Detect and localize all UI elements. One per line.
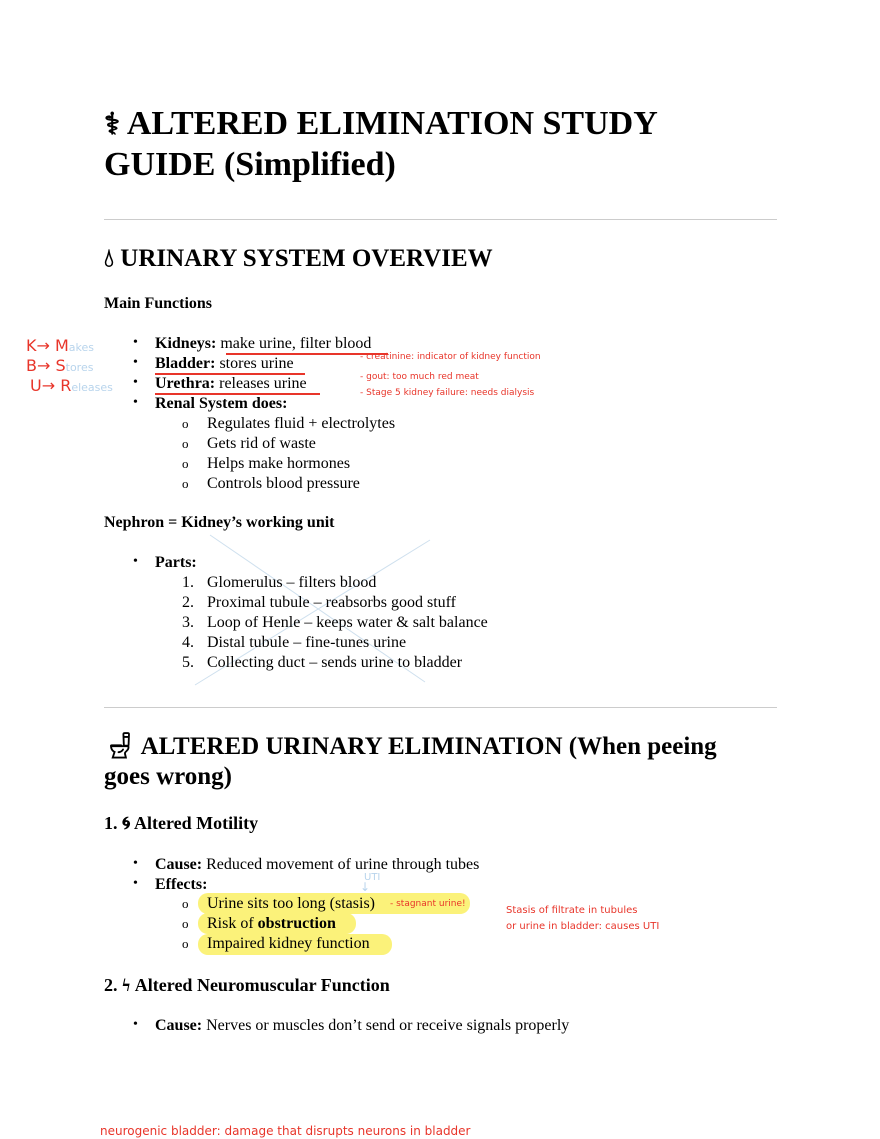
list-item bbox=[207, 894, 375, 914]
handwritten-note: or urine in bladder: causes UTI bbox=[506, 921, 660, 932]
arrow-down-icon: ↓ bbox=[360, 880, 371, 894]
list-item bbox=[207, 914, 336, 934]
bullet: • bbox=[133, 375, 138, 390]
list-item: Helps make hormones bbox=[207, 455, 351, 472]
mnemonic-rest: akes bbox=[68, 341, 95, 354]
mnemonic bbox=[30, 376, 113, 395]
mnemonic bbox=[26, 336, 94, 355]
bullet: • bbox=[133, 395, 138, 410]
subheading: Main Functions bbox=[104, 295, 213, 312]
section-heading: 🚽︎ ALTERED URINARY ELIMINATION (When peeing goes wrong) bbox=[104, 733, 717, 790]
circle-bullet: o bbox=[182, 436, 189, 451]
cause-line bbox=[155, 1016, 569, 1036]
circle-bullet: o bbox=[182, 416, 189, 431]
divider bbox=[104, 219, 777, 220]
toilet-icon: 🚽︎ bbox=[104, 733, 136, 760]
circle-bullet: o bbox=[182, 916, 189, 931]
label: Kidneys: bbox=[155, 335, 217, 352]
text: Nerves or muscles don’t send or receive signals properly bbox=[206, 1017, 570, 1034]
list-item: Collecting duct – sends urine to bladder bbox=[207, 654, 463, 671]
list-number: 2. bbox=[182, 594, 194, 611]
bullet: • bbox=[133, 1017, 138, 1032]
list-item bbox=[155, 374, 307, 394]
handwritten-note: - gout: too much red meat bbox=[360, 372, 479, 382]
effects-label: Effects: bbox=[155, 876, 208, 893]
page-title: ⚕ ALTERED ELIMINATION STUDY GUIDE (Simplified) bbox=[104, 105, 657, 183]
label: Cause: bbox=[155, 1017, 203, 1034]
text: Urine sits too long (stasis) bbox=[207, 895, 375, 912]
text: releases urine bbox=[219, 375, 307, 392]
stethoscope-icon: ⚕ bbox=[104, 108, 121, 141]
list-item: Gets rid of waste bbox=[207, 435, 316, 452]
text: Impaired kidney function bbox=[207, 935, 370, 952]
list-item bbox=[155, 394, 287, 414]
list-item: Controls blood pressure bbox=[207, 475, 360, 492]
mnemonic-letter: B→ S bbox=[26, 356, 66, 375]
list-item bbox=[155, 334, 371, 354]
handwritten-note: neurogenic bladder: damage that disrupts neurons in bladder bbox=[100, 1124, 471, 1138]
bullet: • bbox=[133, 554, 138, 569]
handwritten-note: - creatinine: indicator of kidney function bbox=[360, 352, 541, 362]
label: Cause: bbox=[155, 856, 203, 873]
list-number: 1. bbox=[182, 574, 194, 591]
text: Reduced movement of urine through tubes bbox=[206, 856, 480, 873]
text: make urine, filter blood bbox=[220, 335, 372, 352]
list-number: 5. bbox=[182, 654, 194, 671]
handwritten-note: - stagnant urine! bbox=[390, 899, 466, 909]
label: Renal System does: bbox=[155, 395, 288, 412]
mnemonic-letter: U→ R bbox=[30, 376, 72, 395]
cyclone-icon: 🌀︎ bbox=[122, 813, 131, 833]
bold-text: obstruction bbox=[257, 915, 336, 932]
list-number: 3. bbox=[182, 614, 194, 631]
cause-line bbox=[155, 855, 479, 875]
bullet: • bbox=[133, 335, 138, 350]
bullet: • bbox=[133, 876, 138, 891]
handwritten-note: Stasis of filtrate in tubules bbox=[506, 905, 638, 916]
list-item: Distal tubule – fine-tunes urine bbox=[207, 634, 407, 651]
list-item: Loop of Henle – keeps water & salt balance bbox=[207, 614, 488, 631]
mnemonic-rest: tores bbox=[65, 361, 94, 374]
label: Bladder: bbox=[155, 355, 216, 372]
handwritten-note: - Stage 5 kidney failure: needs dialysis bbox=[360, 388, 535, 398]
circle-bullet: o bbox=[182, 936, 189, 951]
lightning-icon: ϟ bbox=[122, 975, 131, 995]
circle-bullet: o bbox=[182, 456, 189, 471]
subsection-heading: 1. 🌀︎ Altered Motility bbox=[104, 813, 259, 833]
parts-label: Parts: bbox=[155, 554, 197, 571]
bullet: • bbox=[133, 355, 138, 370]
circle-bullet: o bbox=[182, 896, 189, 911]
list-item: Regulates fluid + electrolytes bbox=[207, 415, 396, 432]
mnemonic-letter: K→ M bbox=[26, 336, 69, 355]
droplet-icon: 💧︎ bbox=[104, 245, 115, 272]
divider bbox=[104, 707, 777, 708]
list-number: 4. bbox=[182, 634, 194, 651]
text: stores urine bbox=[219, 355, 294, 372]
list-item bbox=[207, 934, 370, 954]
subsection-heading: 2. ϟ Altered Neuromuscular Function bbox=[104, 975, 390, 995]
handwritten-note: UTI bbox=[364, 872, 381, 883]
mnemonic-rest: eleases bbox=[71, 381, 113, 394]
text: Risk of bbox=[207, 915, 258, 932]
section-heading: 💧︎ URINARY SYSTEM OVERVIEW bbox=[104, 245, 493, 272]
mnemonic bbox=[26, 356, 93, 375]
circle-bullet: o bbox=[182, 476, 189, 491]
label: Urethra: bbox=[155, 375, 216, 392]
list-item bbox=[155, 354, 294, 374]
bullet: • bbox=[133, 856, 138, 871]
list-item: Glomerulus – filters blood bbox=[207, 574, 377, 591]
list-item: Proximal tubule – reabsorbs good stuff bbox=[207, 594, 457, 611]
nephron-heading: Nephron = Kidney’s working unit bbox=[104, 514, 335, 531]
